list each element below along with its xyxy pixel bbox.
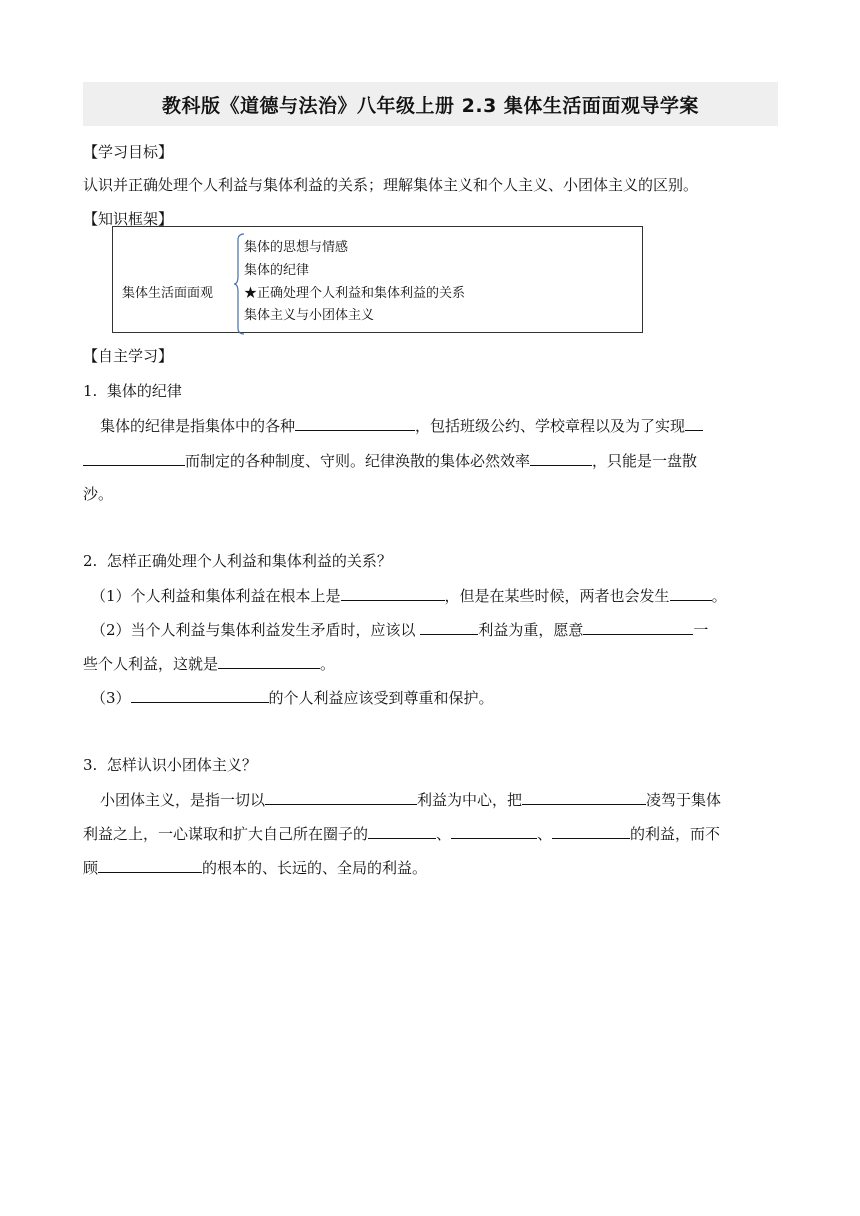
question-title: 怎样正确处理个人利益和集体利益的关系？ — [106, 552, 392, 570]
page-title: 教科版《道德与法治》八年级上册 2.3 集体生活面面观导学案 — [162, 94, 699, 117]
q3-line-2 — [83, 823, 720, 844]
fill-blank[interactable] — [265, 789, 417, 805]
q3-line-1 — [100, 789, 721, 810]
text: 而制定的各种制度、守则。纪律涣散的集体必然效率 — [185, 452, 531, 470]
text: 小团体主义，是指一切以 — [100, 791, 266, 809]
fill-blank[interactable] — [552, 823, 630, 839]
text: 一 — [693, 621, 709, 639]
q1-line-1 — [100, 415, 703, 436]
fill-blank[interactable] — [218, 653, 320, 669]
question-title: 怎样认识小团体主义？ — [106, 756, 257, 774]
text: （3） — [91, 689, 131, 707]
framework-item: ★正确处理个人利益和集体利益的关系 — [244, 286, 466, 301]
text: 的利益，而不 — [630, 825, 721, 843]
question-title: 集体的纪律 — [106, 382, 182, 400]
q2-item-2-cont — [83, 653, 335, 674]
fill-blank[interactable] — [131, 687, 269, 703]
fill-blank[interactable] — [83, 450, 185, 466]
text: 。 — [320, 655, 336, 673]
question-3-title — [83, 755, 257, 775]
text: 利益之上，一心谋取和扩大自己所在圈子的 — [83, 825, 369, 843]
fill-blank[interactable] — [98, 857, 202, 873]
text: 。 — [711, 587, 727, 605]
text: 的个人利益应该受到尊重和保护。 — [268, 689, 494, 707]
text: 凌驾于集体 — [646, 791, 722, 809]
fill-blank[interactable] — [583, 619, 693, 635]
objectives-heading: 【学习目标】 — [83, 143, 174, 161]
title-bar — [83, 82, 778, 126]
fill-blank[interactable] — [295, 415, 415, 431]
q1-line-3: 沙。 — [83, 485, 114, 503]
framework-center-label: 集体生活面面观 — [122, 286, 214, 301]
q3-line-3 — [83, 857, 427, 878]
text: （1）个人利益和集体利益在根本上是 — [91, 587, 341, 605]
fill-blank[interactable] — [451, 823, 537, 839]
knowledge-framework-box — [112, 226, 643, 333]
text: 些个人利益，这就是 — [83, 655, 219, 673]
framework-item: 集体的纪律 — [244, 263, 310, 278]
q2-item-2 — [91, 619, 708, 640]
framework-item: 集体主义与小团体主义 — [244, 308, 375, 323]
text: 、 — [537, 825, 553, 843]
text: 利益为中心，把 — [417, 791, 523, 809]
text: 集体的纪律是指集体中的各种 — [100, 417, 296, 435]
fill-blank[interactable] — [530, 450, 592, 466]
question-number: 3. — [83, 756, 98, 774]
fill-blank[interactable] — [420, 619, 478, 635]
q1-line-2 — [83, 450, 697, 471]
question-number: 2. — [83, 552, 98, 570]
fill-blank[interactable] — [522, 789, 646, 805]
text: （2）当个人利益与集体利益发生矛盾时，应该以 — [91, 621, 416, 639]
text: 顾 — [83, 859, 99, 877]
question-1-title — [83, 381, 182, 401]
self-study-heading: 【自主学习】 — [83, 347, 174, 365]
fill-blank[interactable] — [341, 585, 445, 601]
text: ，只能是一盘散 — [592, 452, 698, 470]
q2-item-1 — [91, 585, 727, 606]
question-2-title — [83, 551, 392, 571]
text: 利益为重，愿意 — [478, 621, 584, 639]
fill-blank[interactable] — [685, 415, 703, 431]
text: 、 — [436, 825, 452, 843]
framework-heading: 【知识框架】 — [83, 210, 174, 228]
q2-item-3 — [91, 687, 494, 708]
text: ，但是在某些时候，两者也会发生 — [444, 587, 670, 605]
objectives-text: 认识并正确处理个人利益与集体利益的关系；理解集体主义和个人主义、小团体主义的区别。 — [83, 176, 699, 194]
text: 的根本的、长远的、全局的利益。 — [202, 859, 428, 877]
question-number: 1. — [83, 382, 98, 400]
fill-blank[interactable] — [670, 585, 712, 601]
text: ，包括班级公约、学校章程以及为了实现 — [415, 417, 686, 435]
framework-item: 集体的思想与情感 — [244, 240, 349, 255]
fill-blank[interactable] — [368, 823, 436, 839]
